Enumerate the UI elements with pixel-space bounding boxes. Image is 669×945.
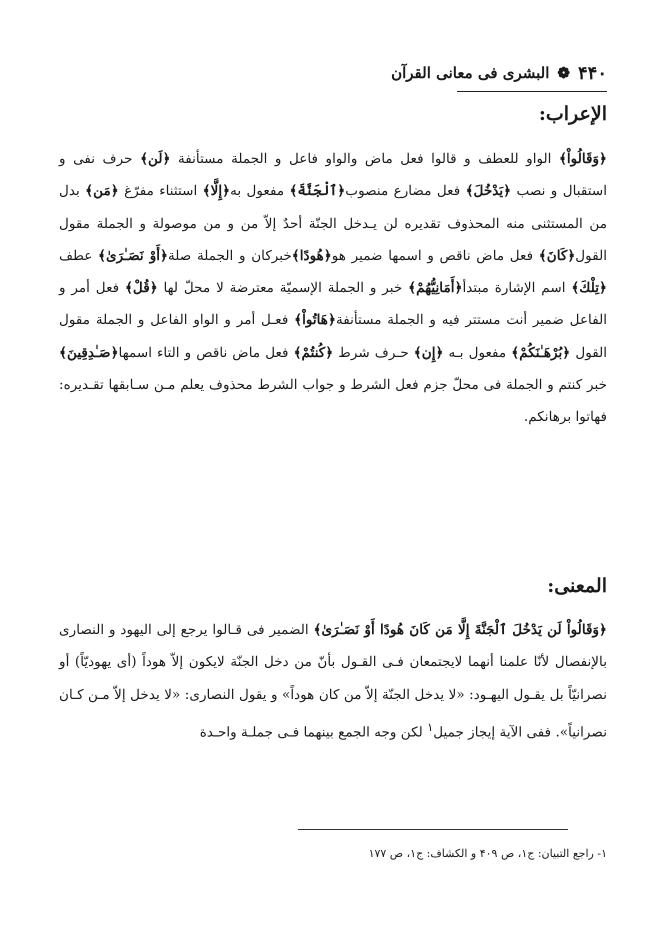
quran-quote: ﴿وَقَالُواْ﴾ (558, 151, 608, 167)
header-rule (457, 91, 607, 92)
quran-quote: ﴿مَن﴾ (85, 183, 119, 200)
quran-quote: ﴿أَمَانِيُّهُمْ﴾ (408, 280, 463, 297)
quran-quote: ﴿صَـٰدِقِينَ﴾ (59, 344, 119, 361)
text-segment: خبرکان و الجملة صلة (168, 247, 292, 264)
text-segment: فعل ماض ناقص و اسمها ضمیر هو (331, 247, 539, 264)
text-segment: الضمیر فی قـالوا یرجع إلی الیهود و النصاری بالإنفصال لأنّا علمنا أنهما لایجتمعان فـی القـول بأنّ من دخل الجنّة لایکون إلاّ هوداً (أی یهودیّاً) أو نصرانیّاً بل یقـول الیهـود: «لا یدخل الجنّة إلاّ من کان هوداً» و یقول النصاری: «لا یدخل إلاّ مـن کـان نصرانیاً». ففی الآیة إیجاز جمیل (59, 622, 607, 741)
text-segment: حـرف شرط (333, 344, 414, 361)
flower-ornament-icon: ❁ (557, 64, 570, 82)
text-segment: حرف نفی و استقبال و نصب (59, 151, 607, 200)
text-segment: اسم الإشارة مبتدأ (462, 280, 572, 297)
quran-quote: ﴿لَن﴾ (140, 151, 171, 167)
maana-paragraph (59, 614, 607, 749)
text-segment: فعل ماض ناقص و التاء اسمها (118, 344, 294, 361)
running-header (59, 58, 607, 88)
quran-quote: ﴿يَدْخُلَ﴾ (465, 183, 512, 200)
footnote: ١- راجع التبیان: ج١، ص ۴٠٩ و الکشاف: ج١، ص ١٧٧ (368, 847, 607, 860)
irab-heading: الإعراب: (538, 103, 607, 125)
text-segment: مفعول بـه (443, 344, 512, 361)
text-segment: فعـل أمر و الواو الفاعل و الجملة مقول القول (59, 312, 608, 361)
quran-quote: ﴿إِن﴾ (413, 344, 444, 361)
quran-quote: ﴿كَانَ﴾ (538, 247, 576, 264)
book-title: البشری فی معانی القرآن (391, 64, 550, 82)
text-segment: لکن وجه الجمع بینهما فـی جملـة واحـدة (199, 724, 428, 741)
text-segment: الواو للعطف و قالوا فعل ماض والواو فاعل و الجملة مستأنفة (170, 151, 559, 167)
quran-quote: ﴿كُنتُمْ﴾ (293, 344, 334, 361)
text-segment: مفعول به (230, 183, 290, 200)
quran-quote: ﴿قُلْ﴾ (124, 280, 158, 297)
page-number: ۴۴۰ (577, 62, 607, 84)
irab-paragraph (59, 143, 607, 434)
text-segment: بدل من المستثنی منه المحذوف تقدیره لن یـدخل الجنّة أحدٌ إلاّ من و من موصولة و الجملة مقول القول (59, 183, 607, 264)
quran-quote: ﴿هُودًا﴾ (291, 247, 332, 264)
quran-quote: ﴿ٱلْجَنَّةَ﴾ (289, 183, 346, 200)
quran-quote: ﴿أَوْ نَصَـٰرَىٰ﴾ (97, 247, 169, 264)
footnote-marker: ١ (427, 719, 434, 734)
text-segment: خبر و الجملة الإسمیّة معترضة لا محلّ لها (157, 280, 409, 297)
footnote-rule (298, 829, 568, 830)
maana-heading: المعنی: (547, 575, 607, 597)
text-segment: فعل مضارع منصوب (345, 183, 466, 200)
quran-quote: ﴿بُرْهَـٰنَكُمْ﴾ (511, 344, 571, 361)
text-segment: خبر کنتم و الجملة فی محلّ جزم فعل الشرط و جواب الشرط محذوف یعلم مـن سـابقها تقـدیره: فهاتوا برهانکم. (59, 377, 607, 426)
quran-quote: ﴿إِلَّا﴾ (202, 183, 231, 200)
text-segment: فعل أمر و الفاعل ضمیر أنت مستتر فیه و الجملة مستأنفة (59, 280, 607, 329)
quran-quote: ﴿تِلْكَ﴾ (571, 280, 607, 297)
text-segment: عطف (59, 247, 98, 264)
quran-quote: ﴿هَاتُواْ﴾ (294, 312, 336, 329)
text-segment: استثناء مفرّغ (118, 183, 203, 200)
quran-quote: ﴿وَقَالُواْ لَن يَدْخُلَ ٱلْجَنَّةَ إِلَّا مَن كَانَ هُودًا أَوْ نَصَـٰرَىٰ﴾ (313, 622, 607, 638)
